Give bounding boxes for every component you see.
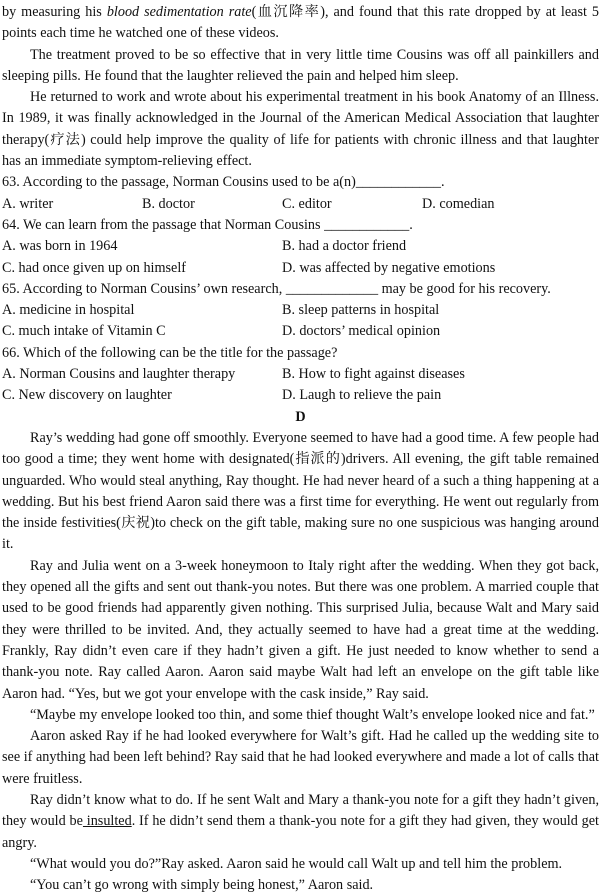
passage-c-para-1: by measuring his blood sedimentation rate(血沉降率), and found that this rate dropped by at least 5 points each time he watched one of these videos. bbox=[2, 4, 600, 42]
section-d-para-5: Ray didn’t know what to do. If he sent Walt and Mary a thank-you note for a gift they hadn’t given, they would be insulted. If he didn’t send them a thank-you note for a gift they had given, they would get angry. bbox=[2, 791, 599, 851]
option-b: B. sleep patterns in hospital bbox=[282, 302, 440, 319]
italic-term: blood sedimentation rate bbox=[106, 4, 252, 20]
question-63-options bbox=[2, 194, 599, 215]
passage-c-para-3: He returned to work and wrote about his experimental treatment in his book Anatomy of an Illness. In 1989, it was finally acknowledged in the Journal of the American Medical Association that laughter therapy(疗法) could help improve the quality of life for patients with chronic illness and that laughter has an immediate symptom-relieving effect. bbox=[2, 89, 599, 170]
question-64-options-row-2 bbox=[2, 258, 599, 279]
option-d: D. was affected by negative emotions bbox=[282, 259, 496, 276]
option-b: B. had a doctor friend bbox=[282, 238, 407, 255]
option-c: C. editor bbox=[282, 195, 332, 212]
question-64-options-row-1 bbox=[2, 236, 599, 257]
option-a: A. medicine in hospital bbox=[2, 302, 135, 319]
question-63-stem: 63. According to the passage, Norman Cousins used to be a(n)____________. bbox=[2, 174, 445, 191]
passage-c-para-2: The treatment proved to be so effective that in very little time Cousins was off all painkillers and sleeping pills. He found that the laughter relieved the pain and helped him sleep. bbox=[2, 46, 599, 84]
option-c: C. New discovery on laughter bbox=[2, 387, 172, 404]
option-d: D. doctors’ medical opinion bbox=[282, 323, 441, 340]
section-d-para-3: “Maybe my envelope looked too thin, and some thief thought Walt’s envelope looked nice and fat.” bbox=[30, 706, 595, 723]
section-d-para-2: Ray and Julia went on a 3-week honeymoon to Italy right after the wedding. When they got back, they opened all the gifts and sent out thank-you notes. But there was one problem. A married couple that used to be good friends had apparently given nothing. This surprised Julia, because Walt and Mary said they were thrilled to be invited. And, they actually seemed to have had a great time at the wedding. Frankly, Ray didn’t even care if they hadn’t given a gift. He just needed to know whether to send a thank-you note. Ray called Aaron. Aaron said maybe Walt had left an envelope on the gift table like Aaron had. “Yes, but we got your envelope with the cask inside,” Ray said. bbox=[2, 557, 599, 702]
option-a: A. Norman Cousins and laughter therapy bbox=[2, 366, 236, 383]
question-64-stem: 64. We can learn from the passage that Norman Cousins ____________. bbox=[2, 216, 413, 233]
option-b: B. doctor bbox=[142, 195, 195, 212]
option-d: D. comedian bbox=[422, 195, 495, 212]
section-d-para-6: “What would you do?”Ray asked. Aaron said he would call Walt up and tell him the problem. bbox=[30, 855, 563, 872]
section-d-para-1: Ray’s wedding had gone off smoothly. Everyone seemed to have had a good time. A few people had too good a time; they went home with designated(指派的)drivers. All evening, the gift table remained unguarded. Who would steal anything, Ray thought. He had never heard of a such a thing happening at a wedding. But his best friend Aaron said there was a first time for everything. He went out regularly from the inside festivities(庆祝)to check on the gift table, making sure no one suspicious was hanging around it. bbox=[2, 429, 599, 553]
section-d-heading: D bbox=[295, 408, 306, 425]
option-a: A. was born in 1964 bbox=[2, 238, 118, 255]
question-65-options-row-1 bbox=[2, 300, 599, 321]
section-d-para-7: “You can’t go wrong with simply being honest,” Aaron said. bbox=[30, 877, 374, 894]
question-66-options-row-1 bbox=[2, 364, 599, 385]
option-c: C. much intake of Vitamin C bbox=[2, 323, 166, 340]
question-65-stem: 65. According to Norman Cousins’ own research, _____________ may be good for his recovery. bbox=[2, 280, 551, 297]
question-66-options-row-2 bbox=[2, 385, 599, 406]
question-65-options-row-2 bbox=[2, 321, 599, 342]
option-d: D. Laugh to relieve the pain bbox=[282, 387, 442, 404]
option-c: C. had once given up on himself bbox=[2, 259, 187, 276]
option-a: A. writer bbox=[2, 195, 54, 212]
question-66-stem: 66. Which of the following can be the title for the passage? bbox=[2, 344, 338, 361]
section-d-para-4: Aaron asked Ray if he had looked everywhere for Walt’s gift. Had he called up the wedding site to see if anything had been left behind? Ray said that he had looked everywhere and made a lot of calls that were fruitless. bbox=[2, 728, 599, 787]
option-b: B. How to fight against diseases bbox=[282, 366, 465, 383]
underlined-word: insulted bbox=[82, 813, 132, 830]
